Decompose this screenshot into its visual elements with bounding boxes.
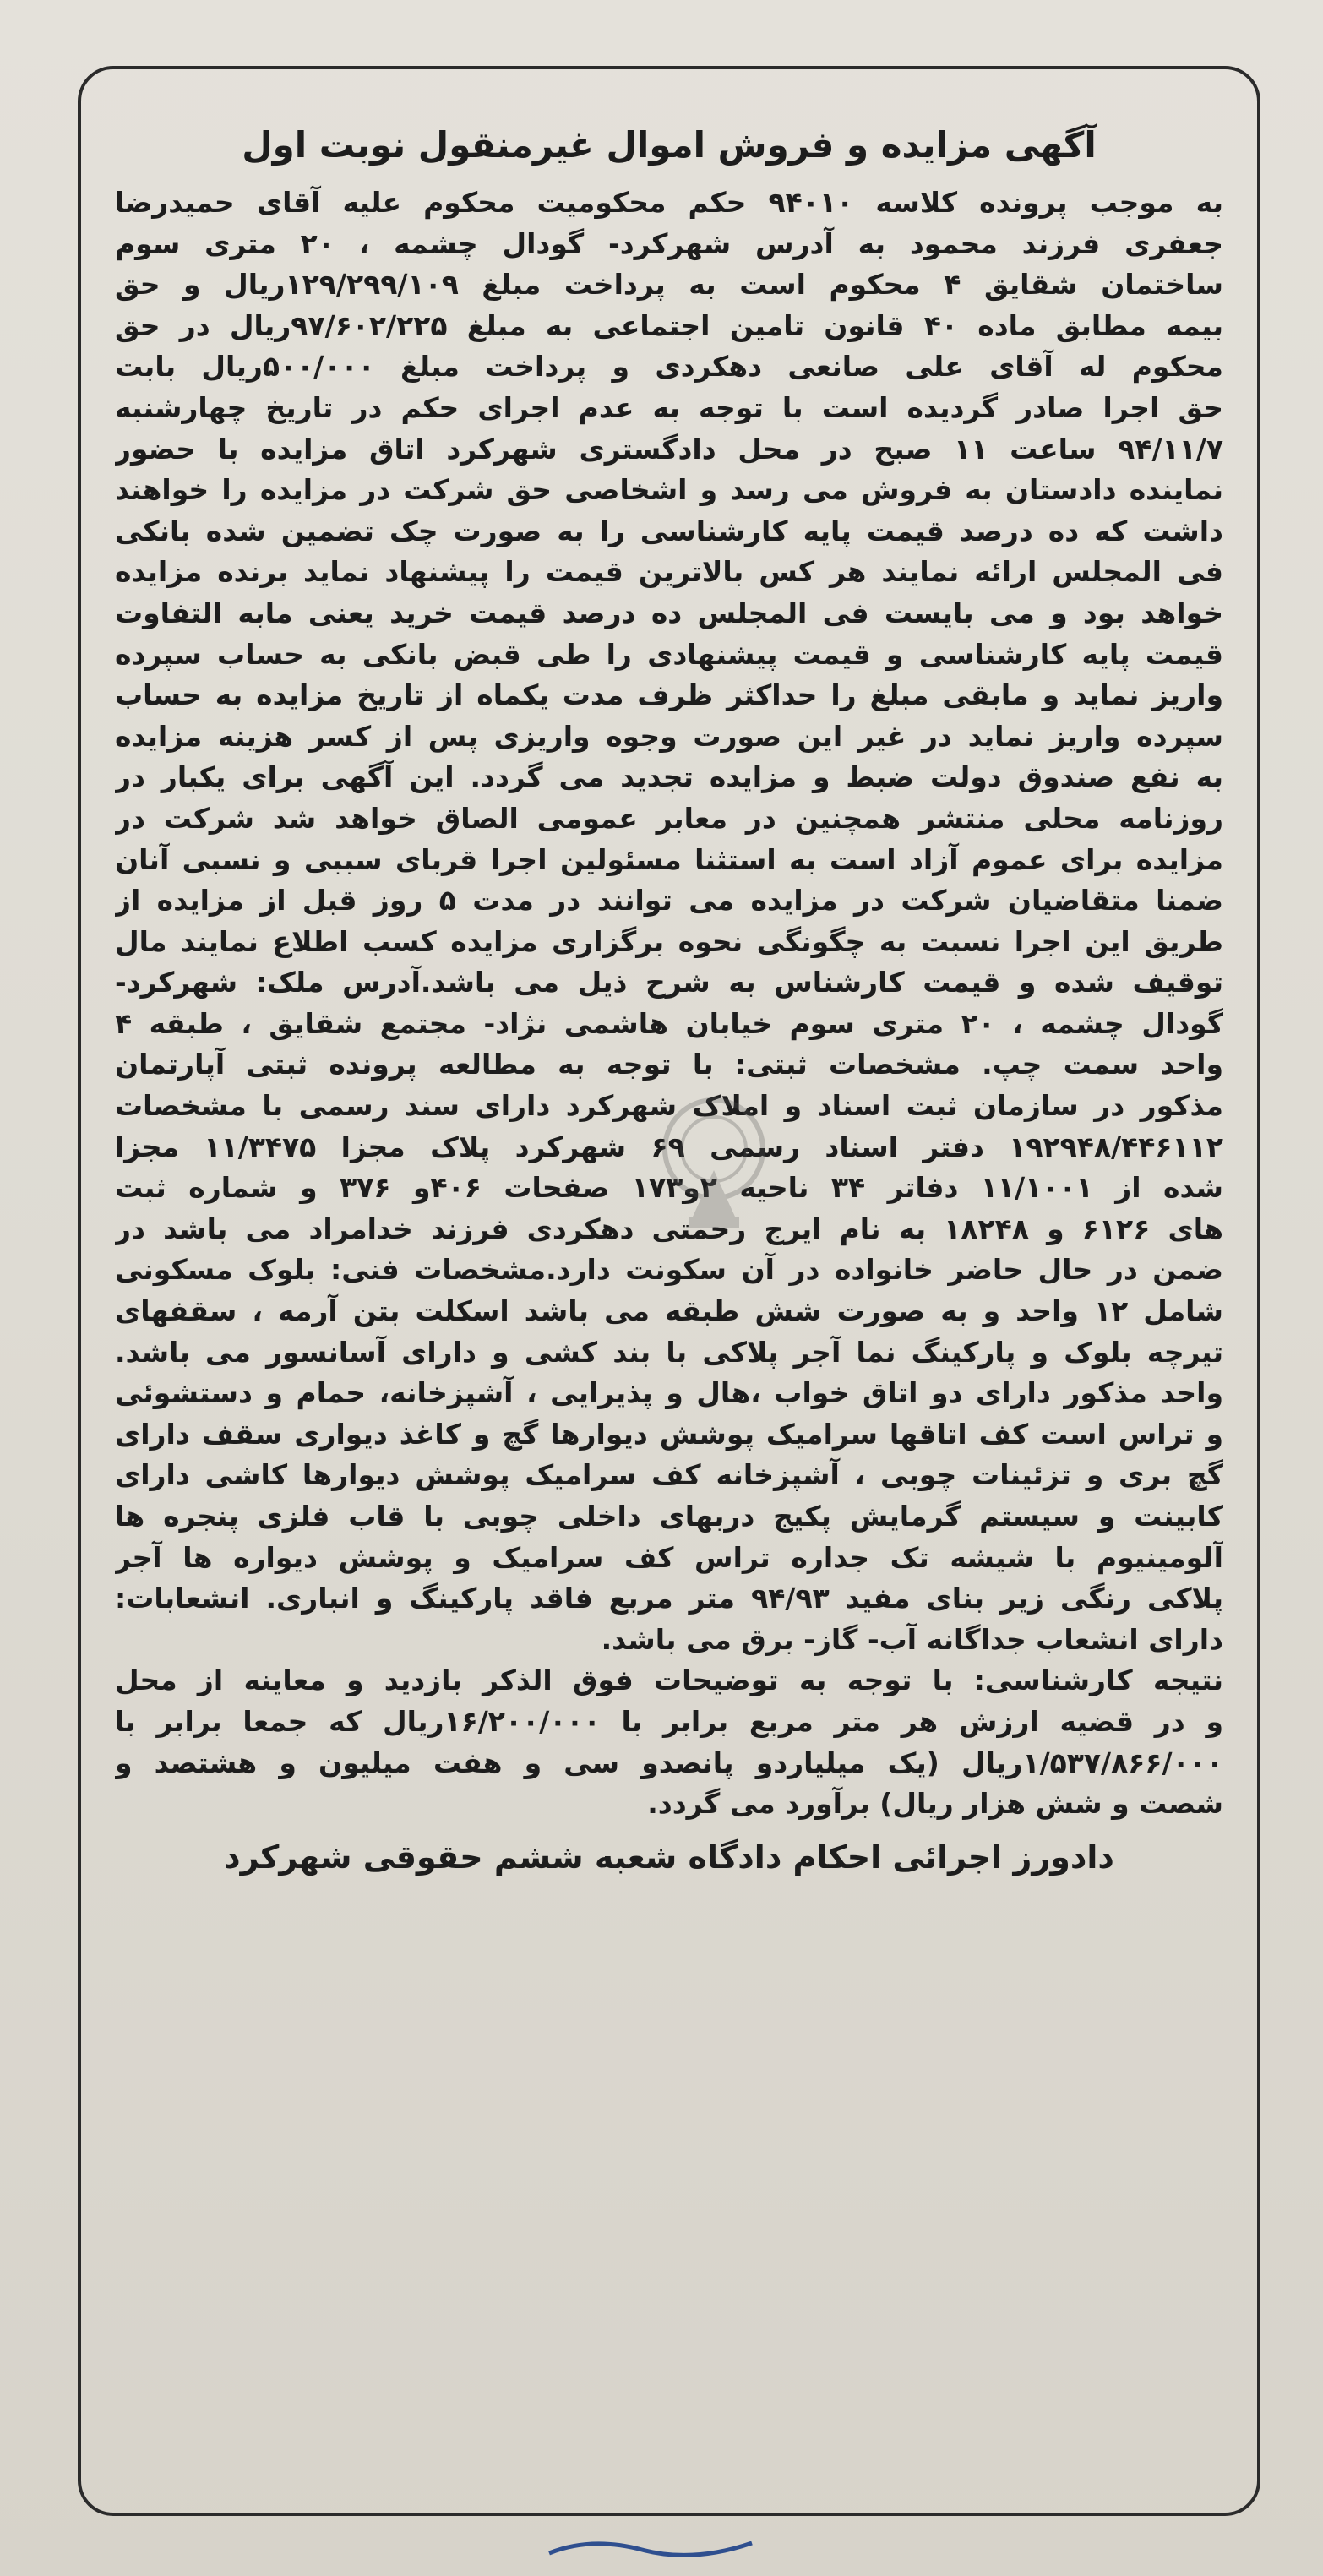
notice-line: نماینده دادستان به فروش می رسد و اشخاصی حق شرکت در مزایده را خواهند bbox=[115, 473, 1223, 507]
notice-body bbox=[115, 182, 1223, 1825]
notice-line: محکوم له آقای علی صانعی دهکردی و پرداخت مبلغ ۵۰۰/۰۰۰ریال بابت bbox=[115, 350, 1223, 384]
notice-line: طریق این اجرا نسبت به چگونگی نحوه برگزاری مزایده کسب اطلاع نمایند مال bbox=[115, 924, 1223, 958]
notice-line: به نفع صندوق دولت ضبط و مزایده تجدید می گردد. این آگهی برای یکبار در bbox=[115, 760, 1223, 794]
notice-line: سپرده واریز نماید در غیر این صورت وجوه واریزی پس از کسر هزینه مزایده bbox=[115, 719, 1223, 753]
notice-line: نتیجه کارشناسی: با توجه به توضیحات فوق الذکر بازدید و معاینه از محل bbox=[115, 1664, 1223, 1697]
notice-line: های ۶۱۲۶ و ۱۸۲۴۸ به نام ایرج رحمتی دهکردی فرزند خدامراد می باشد در bbox=[115, 1212, 1223, 1245]
notice-line: شصت و شش هزار ریال) برآورد می گردد. bbox=[647, 1787, 1223, 1821]
notice-line: گودال چشمه ، ۲۰ متری سوم خیابان هاشمی نژاد- مجتمع شقایق ، طبقه ۴ bbox=[115, 1006, 1223, 1040]
bottom-logo-mark-icon bbox=[541, 2535, 760, 2560]
notice-line: قیمت پایه کارشناسی و قیمت پیشنهادی را طی قبض بانکی به حساب سپرده bbox=[115, 637, 1223, 671]
notice-title: آگهی مزایده و فروش اموال غیرمنقول نوبت اول bbox=[242, 124, 1097, 166]
notice-line: مذکور در سازمان ثبت اسناد و املاک شهرکرد دارای سند رسمی با مشخصات bbox=[115, 1089, 1223, 1123]
notice-signature: دادورز اجرائی احکام دادگاه شعبه ششم حقوقی شهرکرد bbox=[224, 1838, 1114, 1876]
notice-line: ۹۴/۱۱/۷ ساعت ۱۱ صبح در محل دادگستری شهرکرد اتاق مزایده با حضور bbox=[115, 432, 1223, 466]
notice-line: ۱۹۲۹۴۸/۴۴۶۱۱۲ دفتر اسناد رسمی ۶۹ شهرکرد پلاک مجزا ۱۱/۳۴۷۵ مجزا bbox=[115, 1130, 1223, 1163]
notice-line: واحد سمت چپ. مشخصات ثبتی: با توجه به مطالعه پرونده ثبتی آپارتمان bbox=[115, 1048, 1223, 1081]
notice-line: بیمه مطابق ماده ۴۰ قانون تامین اجتماعی به مبلغ ۹۷/۶۰۲/۲۲۵ریال در حق bbox=[115, 308, 1223, 342]
notice-line: فی المجلس ارائه نمایند هر کس بالاترین قیمت را پیشنهاد نماید برنده مزایده bbox=[115, 555, 1223, 589]
notice-line: آلومینیوم با شیشه تک جداره تراس کف سرامیک و پوشش دیواره ها آجر bbox=[115, 1540, 1223, 1574]
notice-line: دارای انشعاب جداگانه آب- گاز- برق می باشد. bbox=[601, 1622, 1223, 1656]
notice-frame bbox=[78, 66, 1260, 2516]
notice-line: شده از ۱۱/۱۰۰۱ دفاتر ۳۴ ناحیه ۲و۱۷۳ صفحات ۴۰۶و ۳۷۶ و شماره ثبت bbox=[115, 1171, 1223, 1205]
notice-line: حق اجرا صادر گردیده است با توجه به عدم اجرای حکم در تاریخ چهارشنبه bbox=[115, 390, 1223, 424]
notice-line: توقیف شده و قیمت کارشناس به شرح ذیل می باشد.آدرس ملک: شهرکرد- bbox=[115, 966, 1223, 999]
notice-line: ۱/۵۳۷/۸۶۶/۰۰۰ریال (یک میلیاردو پانصدو سی و هفت میلیون و هشتصد و bbox=[115, 1745, 1223, 1779]
notice-line: واحد مذکور دارای دو اتاق خواب ،هال و پذیرایی ، آشپزخانه، حمام و دستشوئی bbox=[115, 1376, 1223, 1410]
notice-line: به موجب پرونده کلاسه ۹۴۰۱۰ حکم محکومیت محکوم علیه آقای حمیدرضا bbox=[115, 186, 1223, 219]
notice-line: کابینت و سیستم گرمایش پکیج دربهای داخلی چوبی با قاب فلزی پنجره ها bbox=[115, 1500, 1223, 1533]
notice-line: تیرچه بلوک و پارکینگ نما آجر پلاکی با بند کشی و دارای آسانسور می باشد. bbox=[115, 1335, 1223, 1369]
notice-line: و تراس است کف اتاقها سرامیک پوشش دیوارها گچ و کاغذ دیواری سقف دارای bbox=[115, 1417, 1223, 1451]
notice-line: پلاکی رنگی زیر بنای مفید ۹۴/۹۳ متر مربع فاقد پارکینگ و انباری. انشعابات: bbox=[115, 1582, 1223, 1615]
notice-line: و در قضیه ارزش هر متر مربع برابر با ۱۶/۲۰۰/۰۰۰ریال که جمعا برابر با bbox=[115, 1704, 1223, 1738]
notice-line: جعفری فرزند محمود به آدرس شهرکرد- گودال چشمه ، ۲۰ متری سوم bbox=[115, 226, 1223, 260]
notice-line: داشت که ده درصد قیمت پایه کارشناسی را به صورت چک تضمین شده بانکی bbox=[115, 514, 1223, 547]
notice-line: مزایده برای عموم آزاد است به استثنا مسئولین اجرا قربای سببی و نسبی آنان bbox=[115, 842, 1223, 876]
notice-line: روزنامه محلی منتشر همچنین در معابر عمومی الصاق خواهد شد شرکت در bbox=[115, 801, 1223, 835]
notice-line: ساختمان شقایق ۴ محکوم است به پرداخت مبلغ ۱۲۹/۲۹۹/۱۰۹ریال و حق bbox=[115, 268, 1223, 302]
notice-line: شامل ۱۲ واحد و به صورت شش طبقه می باشد اسکلت بتن آرمه ، سقفهای bbox=[115, 1294, 1223, 1328]
notice-line: واریز نماید و مابقی مبلغ را حداکثر ظرف مدت یکماه از تاریخ مزایده به حساب bbox=[115, 678, 1223, 712]
notice-line: خواهد بود و می بایست فی المجلس ده درصد قیمت خرید یعنی مابه التفاوت bbox=[115, 596, 1223, 629]
notice-line: گچ بری و تزئینات چوبی ، آشپزخانه کف سرامیک پوشش دیوارها کاشی دارای bbox=[115, 1458, 1223, 1492]
notice-line: ضمنا متقاضیان شرکت در مزایده می توانند در مدت ۵ روز قبل از مزایده از bbox=[115, 884, 1223, 918]
notice-line: ضمن در حال حاضر خانواده در آن سکونت دارد.مشخصات فنی: بلوک مسکونی bbox=[115, 1253, 1223, 1287]
